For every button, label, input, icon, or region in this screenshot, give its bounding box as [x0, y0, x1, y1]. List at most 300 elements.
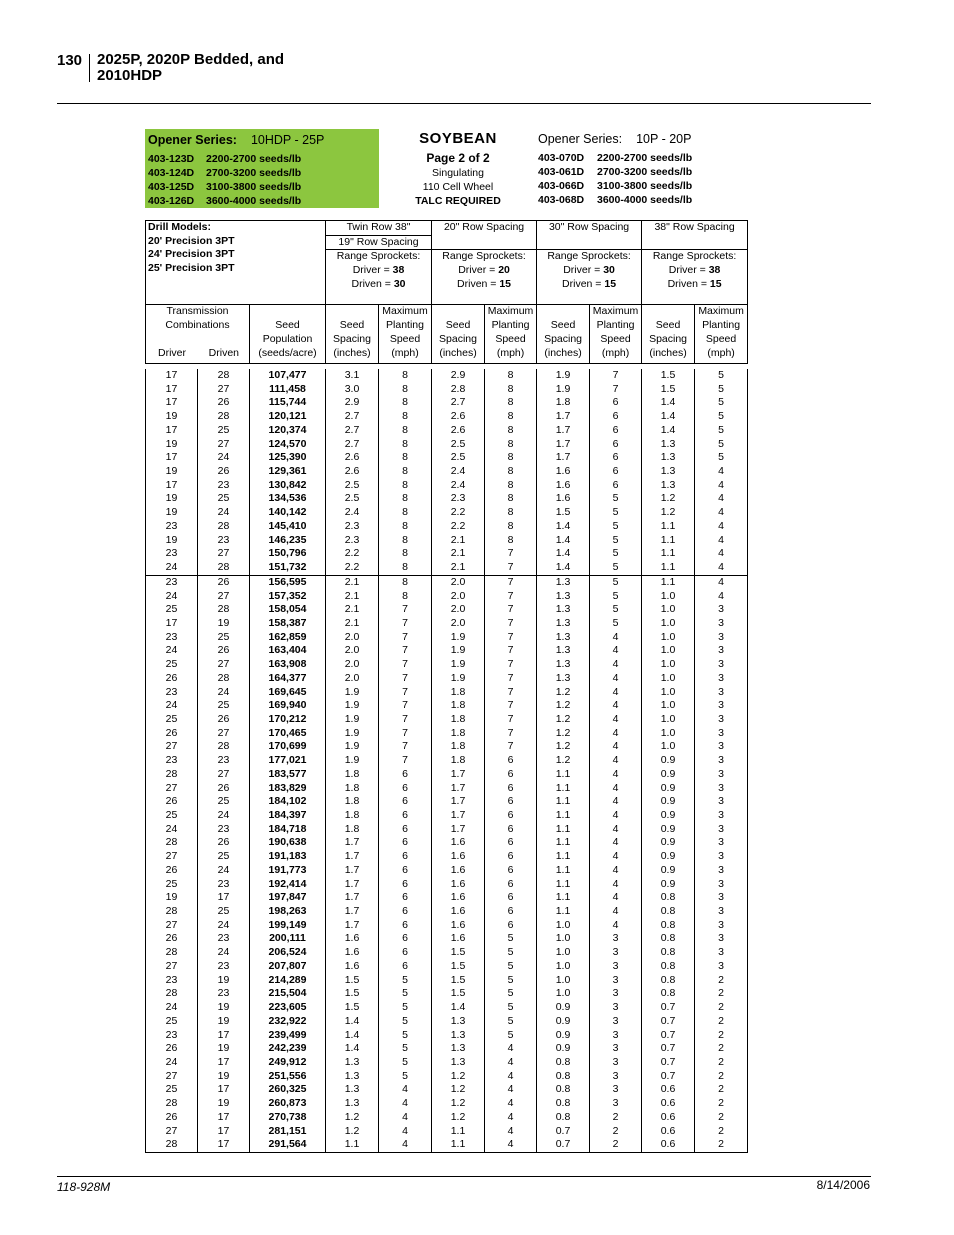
- table-cell: 2.7: [326, 410, 379, 424]
- table-cell: 7: [379, 644, 432, 658]
- table-cell: 4: [590, 672, 642, 686]
- table-row: [146, 547, 748, 561]
- table-row: [146, 644, 748, 658]
- table-cell: 24: [198, 451, 250, 465]
- table-cell: 3: [590, 1056, 642, 1070]
- table-cell: 7: [590, 369, 642, 383]
- table-cell: 2: [695, 1083, 748, 1097]
- table-cell: 2.1: [432, 547, 485, 561]
- table-cell: 27: [198, 658, 250, 672]
- table-cell: 158,387: [250, 617, 326, 631]
- table-cell: 140,142: [250, 506, 326, 520]
- spacing-20-cell: 20" Row Spacing: [432, 221, 537, 250]
- table-cell: 223,605: [250, 1001, 326, 1015]
- table-cell: 0.9: [642, 782, 695, 796]
- table-cell: 5: [379, 1015, 432, 1029]
- table-row: [146, 590, 748, 604]
- table-cell: 0.9: [642, 864, 695, 878]
- table-cell: 3: [590, 960, 642, 974]
- table-cell: 19: [146, 492, 198, 506]
- table-cell: 1.8: [432, 727, 485, 741]
- table-cell: 26: [146, 1111, 198, 1125]
- table-cell: 25: [146, 603, 198, 617]
- table-cell: 0.7: [642, 1042, 695, 1056]
- table-cell: 6: [379, 905, 432, 919]
- table-cell: 7: [590, 383, 642, 397]
- table-cell: 24: [146, 561, 198, 575]
- table-cell: 1.5: [326, 974, 379, 988]
- table-cell: 124,570: [250, 438, 326, 452]
- table-cell: 3: [695, 617, 748, 631]
- table-cell: 1.5: [537, 506, 590, 520]
- table-cell: 177,021: [250, 754, 326, 768]
- table-cell: 6: [485, 809, 537, 823]
- table-cell: 1.3: [432, 1015, 485, 1029]
- table-cell: 2.0: [432, 603, 485, 617]
- table-cell: 23: [198, 932, 250, 946]
- table-cell: 6: [379, 795, 432, 809]
- table-row: [146, 1097, 748, 1111]
- table-cell: 150,796: [250, 547, 326, 561]
- table-cell: 1.2: [432, 1070, 485, 1084]
- table-cell: 3: [695, 644, 748, 658]
- table-cell: 6: [379, 768, 432, 782]
- table-cell: 281,151: [250, 1125, 326, 1139]
- crop-title: SOYBEAN: [419, 130, 497, 147]
- table-cell: 25: [146, 1083, 198, 1097]
- table-cell: 1.8: [326, 809, 379, 823]
- right-opener-series: 10P - 20P: [636, 132, 692, 146]
- table-row: [146, 768, 748, 782]
- table-cell: 1.4: [326, 1015, 379, 1029]
- table-cell: 2.4: [326, 506, 379, 520]
- table-cell: 198,263: [250, 905, 326, 919]
- table-cell: 1.2: [537, 754, 590, 768]
- table-row: [146, 987, 748, 1001]
- table-cell: 0.6: [642, 1125, 695, 1139]
- table-row: [146, 438, 748, 452]
- left-opener-row: 403-123D 2200-2700 seeds/lb: [148, 153, 302, 165]
- table-cell: 7: [379, 672, 432, 686]
- table-cell: 0.8: [537, 1070, 590, 1084]
- table-cell: 1.9: [432, 644, 485, 658]
- table-cell: 27: [198, 383, 250, 397]
- table-cell: 2.0: [432, 590, 485, 604]
- table-cell: 6: [590, 438, 642, 452]
- right-opener-row: 403-068D 3600-4000 seeds/lb: [538, 194, 693, 206]
- table-cell: 17: [198, 1029, 250, 1043]
- table-cell: 162,859: [250, 631, 326, 645]
- table-cell: 1.7: [326, 891, 379, 905]
- table-row: [146, 1029, 748, 1043]
- spacing-38-cell: 38" Row Spacing: [642, 221, 748, 250]
- table-cell: 7: [485, 686, 537, 700]
- table-cell: 19: [146, 506, 198, 520]
- table-cell: 17: [146, 424, 198, 438]
- table-cell: 7: [379, 699, 432, 713]
- table-cell: 19: [198, 617, 250, 631]
- table-row: [146, 1138, 748, 1152]
- table-cell: 4: [485, 1125, 537, 1139]
- table-row: [146, 1015, 748, 1029]
- table-cell: 2.1: [326, 617, 379, 631]
- table-cell: 4: [590, 644, 642, 658]
- rate-table-body: [145, 369, 748, 1153]
- table-cell: 1.1: [326, 1138, 379, 1152]
- table-cell: 4: [379, 1097, 432, 1111]
- table-cell: 0.7: [642, 1056, 695, 1070]
- table-cell: 7: [485, 727, 537, 741]
- table-cell: 17: [198, 891, 250, 905]
- table-cell: 2.1: [326, 590, 379, 604]
- table-cell: 1.4: [326, 1029, 379, 1043]
- table-cell: 25: [198, 631, 250, 645]
- table-cell: 4: [590, 836, 642, 850]
- table-cell: 1.1: [432, 1138, 485, 1152]
- table-cell: 1.1: [642, 520, 695, 534]
- table-cell: 26: [146, 1042, 198, 1056]
- spacing-twin-row-cell: Twin Row 38" 19" Row Spacing: [326, 221, 432, 250]
- left-opener-series: 10HDP - 25P: [250, 133, 325, 147]
- table-cell: 1.6: [432, 850, 485, 864]
- sprockets-3: Range Sprockets: Driver = 38 Driven = 15: [642, 250, 748, 305]
- table-cell: 1.2: [537, 713, 590, 727]
- left-opener-heading: Opener Series: 10HDP - 25P: [148, 133, 325, 147]
- table-cell: 5: [379, 1042, 432, 1056]
- table-cell: 2.6: [432, 424, 485, 438]
- table-cell: 27: [198, 547, 250, 561]
- table-cell: 4: [590, 891, 642, 905]
- table-cell: 2.4: [432, 479, 485, 493]
- table-cell: 146,235: [250, 534, 326, 548]
- population-header: Seed Population (seeds/acre): [250, 305, 326, 364]
- table-cell: 5: [379, 1056, 432, 1070]
- table-cell: 6: [379, 782, 432, 796]
- table-row: [146, 631, 748, 645]
- table-cell: 2.4: [432, 465, 485, 479]
- table-cell: 1.9: [432, 658, 485, 672]
- title-line-1: 2025P, 2020P Bedded, and: [97, 51, 285, 68]
- table-cell: 3: [695, 740, 748, 754]
- table-cell: 1.8: [432, 740, 485, 754]
- table-cell: 7: [379, 617, 432, 631]
- rate-table-header: [145, 220, 748, 364]
- table-cell: 1.7: [537, 438, 590, 452]
- table-cell: 2: [695, 1056, 748, 1070]
- table-row: [146, 836, 748, 850]
- table-cell: 2.3: [326, 520, 379, 534]
- table-cell: 2: [695, 1015, 748, 1029]
- table-cell: 4: [695, 590, 748, 604]
- table-cell: 26: [146, 932, 198, 946]
- table-cell: 28: [146, 836, 198, 850]
- talc-note: TALC REQUIRED: [415, 195, 501, 207]
- table-cell: 7: [485, 658, 537, 672]
- table-cell: 125,390: [250, 451, 326, 465]
- table-cell: 8: [379, 451, 432, 465]
- table-cell: 24: [198, 809, 250, 823]
- table-cell: 1.2: [537, 740, 590, 754]
- table-cell: 6: [485, 836, 537, 850]
- table-cell: 157,352: [250, 590, 326, 604]
- table-cell: 0.7: [537, 1125, 590, 1139]
- table-cell: 1.3: [537, 603, 590, 617]
- table-cell: 2.7: [432, 396, 485, 410]
- table-cell: 1.7: [537, 410, 590, 424]
- table-cell: 3: [695, 754, 748, 768]
- document-id: 118-928M: [57, 1180, 111, 1194]
- table-cell: 169,940: [250, 699, 326, 713]
- table-cell: 6: [379, 891, 432, 905]
- table-cell: 26: [146, 864, 198, 878]
- table-cell: 4: [485, 1042, 537, 1056]
- table-cell: 27: [198, 727, 250, 741]
- table-cell: 19: [146, 410, 198, 424]
- table-cell: 120,121: [250, 410, 326, 424]
- right-opener-heading: Opener Series: 10P - 20P: [538, 132, 692, 146]
- table-cell: 1.0: [642, 603, 695, 617]
- table-row: [146, 740, 748, 754]
- footer-rule: [57, 1176, 871, 1177]
- max-speed-header: Maximum Planting Speed (mph): [695, 305, 748, 364]
- table-cell: 6: [485, 919, 537, 933]
- table-cell: 2.1: [326, 575, 379, 589]
- table-cell: 17: [146, 451, 198, 465]
- title-divider: [89, 54, 90, 82]
- table-cell: 26: [198, 782, 250, 796]
- table-cell: 4: [695, 465, 748, 479]
- page-of: Page 2 of 2: [426, 151, 490, 165]
- table-cell: 207,807: [250, 960, 326, 974]
- table-cell: 1.4: [537, 547, 590, 561]
- table-cell: 184,397: [250, 809, 326, 823]
- table-cell: 3: [695, 727, 748, 741]
- table-cell: 5: [695, 369, 748, 383]
- table-cell: 5: [590, 575, 642, 589]
- table-cell: 1.8: [432, 699, 485, 713]
- table-cell: 7: [379, 658, 432, 672]
- table-cell: 6: [379, 809, 432, 823]
- table-cell: 0.9: [642, 795, 695, 809]
- table-row: [146, 932, 748, 946]
- table-cell: 25: [198, 850, 250, 864]
- table-cell: 251,556: [250, 1070, 326, 1084]
- table-cell: 291,564: [250, 1138, 326, 1152]
- table-cell: 0.8: [642, 919, 695, 933]
- table-cell: 3: [695, 603, 748, 617]
- table-cell: 17: [198, 1056, 250, 1070]
- table-cell: 1.6: [537, 479, 590, 493]
- table-cell: 1.5: [326, 1001, 379, 1015]
- table-row: [146, 974, 748, 988]
- table-cell: 5: [590, 603, 642, 617]
- sprockets-1: Range Sprockets: Driver = 20 Driven = 15: [432, 250, 537, 305]
- table-cell: 1.2: [537, 699, 590, 713]
- table-cell: 1.9: [326, 713, 379, 727]
- driver-header: Driver: [158, 346, 186, 359]
- table-row: [146, 809, 748, 823]
- table-cell: 1.5: [642, 369, 695, 383]
- table-cell: 25: [146, 878, 198, 892]
- table-cell: 7: [379, 727, 432, 741]
- table-cell: 183,829: [250, 782, 326, 796]
- table-cell: 2: [590, 1138, 642, 1152]
- table-cell: 3: [695, 946, 748, 960]
- table-cell: 1.3: [642, 479, 695, 493]
- table-cell: 7: [485, 547, 537, 561]
- table-cell: 1.5: [642, 383, 695, 397]
- table-cell: 1.1: [642, 575, 695, 589]
- table-cell: 1.6: [326, 932, 379, 946]
- table-cell: 5: [695, 410, 748, 424]
- table-cell: 1.3: [537, 631, 590, 645]
- table-cell: 0.9: [642, 823, 695, 837]
- table-cell: 8: [379, 438, 432, 452]
- table-cell: 1.0: [537, 987, 590, 1001]
- table-cell: 2.6: [326, 465, 379, 479]
- table-cell: 1.0: [537, 946, 590, 960]
- table-cell: 1.3: [326, 1083, 379, 1097]
- table-cell: 3: [695, 713, 748, 727]
- table-cell: 6: [379, 960, 432, 974]
- table-cell: 1.0: [642, 727, 695, 741]
- table-cell: 2.0: [432, 617, 485, 631]
- table-cell: 8: [379, 383, 432, 397]
- table-cell: 2.5: [432, 438, 485, 452]
- table-cell: 111,458: [250, 383, 326, 397]
- table-cell: 1.0: [642, 686, 695, 700]
- table-cell: 0.6: [642, 1083, 695, 1097]
- sprockets-2: Range Sprockets: Driver = 30 Driven = 15: [537, 250, 642, 305]
- table-cell: 1.2: [642, 506, 695, 520]
- header-rule: [57, 103, 871, 104]
- table-cell: 3: [695, 864, 748, 878]
- table-row: [146, 492, 748, 506]
- table-cell: 2.2: [432, 506, 485, 520]
- left-opener-row: 403-124D 2700-3200 seeds/lb: [148, 167, 302, 179]
- table-cell: 1.3: [537, 590, 590, 604]
- table-cell: 6: [485, 768, 537, 782]
- table-cell: 1.3: [326, 1097, 379, 1111]
- table-cell: 5: [485, 1001, 537, 1015]
- table-cell: 1.4: [537, 561, 590, 575]
- table-cell: 8: [485, 410, 537, 424]
- table-cell: 1.7: [326, 919, 379, 933]
- table-cell: 5: [695, 451, 748, 465]
- table-cell: 26: [198, 836, 250, 850]
- table-cell: 3: [695, 850, 748, 864]
- table-cell: 5: [485, 1015, 537, 1029]
- table-cell: 3: [590, 987, 642, 1001]
- table-cell: 23: [146, 1029, 198, 1043]
- table-cell: 170,465: [250, 727, 326, 741]
- left-opener-box: [145, 129, 379, 208]
- table-cell: 2: [695, 1029, 748, 1043]
- table-cell: 1.9: [432, 631, 485, 645]
- table-cell: 4: [695, 575, 748, 589]
- table-cell: 4: [590, 919, 642, 933]
- table-cell: 1.1: [537, 850, 590, 864]
- table-cell: 1.8: [432, 713, 485, 727]
- table-cell: 6: [485, 754, 537, 768]
- table-cell: 5: [590, 617, 642, 631]
- table-cell: 1.4: [642, 424, 695, 438]
- table-cell: 0.7: [537, 1138, 590, 1152]
- table-cell: 4: [590, 631, 642, 645]
- table-cell: 1.9: [432, 672, 485, 686]
- table-cell: 4: [590, 686, 642, 700]
- table-cell: 8: [379, 590, 432, 604]
- table-cell: 2.0: [326, 672, 379, 686]
- table-cell: 5: [379, 974, 432, 988]
- table-cell: 23: [146, 575, 198, 589]
- table-row: [146, 410, 748, 424]
- table-cell: 1.7: [326, 836, 379, 850]
- table-cell: 6: [485, 891, 537, 905]
- table-cell: 1.2: [326, 1125, 379, 1139]
- table-cell: 1.3: [537, 672, 590, 686]
- table-cell: 2: [695, 1138, 748, 1152]
- table-cell: 8: [485, 465, 537, 479]
- table-cell: 2.0: [326, 644, 379, 658]
- table-cell: 1.1: [432, 1125, 485, 1139]
- table-cell: 1.9: [326, 699, 379, 713]
- table-cell: 1.4: [537, 534, 590, 548]
- table-cell: 134,536: [250, 492, 326, 506]
- table-cell: 1.0: [642, 644, 695, 658]
- table-cell: 0.8: [537, 1056, 590, 1070]
- table-cell: 5: [695, 396, 748, 410]
- table-cell: 4: [590, 795, 642, 809]
- table-cell: 4: [590, 754, 642, 768]
- table-cell: 242,239: [250, 1042, 326, 1056]
- table-cell: 2: [695, 1042, 748, 1056]
- table-row: [146, 383, 748, 397]
- table-cell: 3: [695, 768, 748, 782]
- table-cell: 0.8: [642, 905, 695, 919]
- transmission-header: Transmission Combinations Driver Driven: [146, 305, 250, 364]
- table-cell: 169,645: [250, 686, 326, 700]
- table-row: [146, 479, 748, 493]
- table-cell: 23: [198, 987, 250, 1001]
- table-cell: 27: [146, 919, 198, 933]
- table-cell: 4: [590, 905, 642, 919]
- table-cell: 7: [485, 644, 537, 658]
- table-cell: 3: [695, 932, 748, 946]
- table-cell: 1.3: [537, 658, 590, 672]
- table-cell: 4: [590, 768, 642, 782]
- table-cell: 0.9: [642, 850, 695, 864]
- table-cell: 0.8: [537, 1083, 590, 1097]
- table-cell: 28: [198, 603, 250, 617]
- table-cell: 26: [146, 795, 198, 809]
- table-cell: 1.9: [326, 754, 379, 768]
- table-cell: 2.0: [432, 575, 485, 589]
- table-cell: 25: [198, 795, 250, 809]
- table-cell: 19: [198, 1070, 250, 1084]
- table-cell: 1.9: [537, 369, 590, 383]
- table-cell: 1.6: [432, 864, 485, 878]
- table-cell: 8: [485, 534, 537, 548]
- table-cell: 3: [695, 795, 748, 809]
- table-cell: 1.1: [537, 823, 590, 837]
- page-number: 130: [57, 52, 83, 69]
- table-cell: 19: [146, 891, 198, 905]
- table-cell: 115,744: [250, 396, 326, 410]
- table-cell: 2.5: [326, 479, 379, 493]
- table-cell: 3: [590, 974, 642, 988]
- table-cell: 4: [695, 492, 748, 506]
